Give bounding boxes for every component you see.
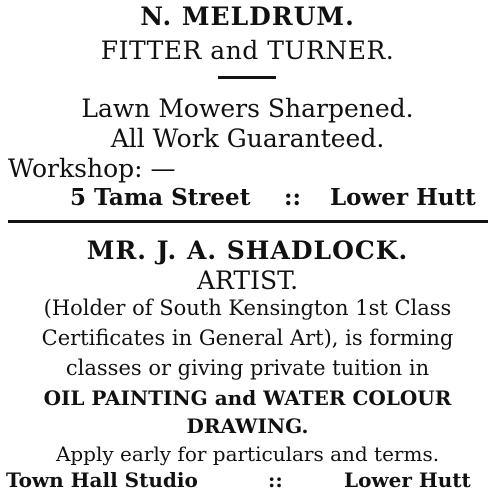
ad2-studio-sep: :: <box>268 468 283 492</box>
ad1-trade: FITTER and TURNER. <box>100 36 395 65</box>
ad2-body-line-2: Certificates in General Art), is forming <box>41 326 454 350</box>
ad2-emphasis-line-1: OIL PAINTING and WATER COLOUR <box>43 386 452 410</box>
ad2-emphasis-line-2: DRAWING. <box>186 414 309 438</box>
ad1-guarantee: All Work Guaranteed. <box>110 124 385 153</box>
ad2-body-line-1: (Holder of South Kensington 1st Class <box>43 296 452 320</box>
ad1-address-town: Lower Hutt <box>330 184 476 211</box>
ad1-address-sep: :: <box>284 184 301 211</box>
ad2-studio: Town Hall Studio <box>6 468 198 492</box>
ad1-short-rule <box>218 76 276 79</box>
section-divider <box>8 220 488 223</box>
ad1-name: N. MELDRUM. <box>140 2 355 31</box>
ad2-body-line-3: classes or giving private tuition in <box>65 356 430 380</box>
ad1-address-street: 5 Tama Street <box>70 184 251 211</box>
ad2-studio-town: Lower Hutt <box>344 468 471 492</box>
ad2-name: MR. J. A. SHADLOCK. <box>86 236 409 265</box>
ad2-apply: Apply early for particulars and terms. <box>55 442 440 466</box>
ad2-title: ARTIST. <box>196 266 299 295</box>
ad1-workshop-label: Workshop: — <box>8 154 176 183</box>
ad1-service: Lawn Mowers Sharpened. <box>81 94 414 123</box>
